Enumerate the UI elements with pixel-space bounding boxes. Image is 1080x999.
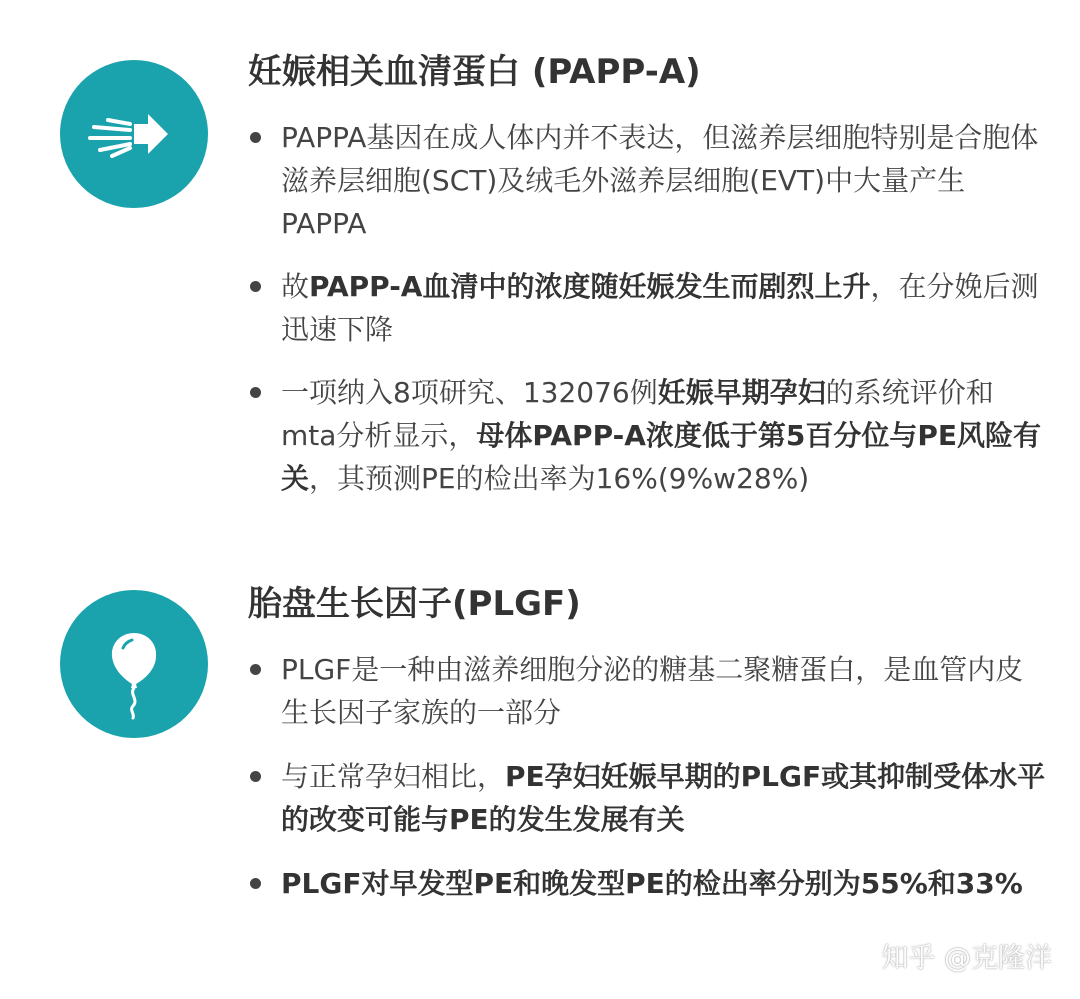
text-segment: 一项纳入8项研究、132076例 [281, 376, 658, 409]
text-segment: ，在分娩后测迅速下降 [281, 270, 1039, 346]
bullet-list [248, 116, 1048, 520]
watermark: 知乎 @克隆洋 [881, 943, 1052, 974]
bullet-item [248, 265, 1048, 351]
bold-text: PAPP-A血清中的浓度随妊娠发生而剧烈上升 [309, 270, 871, 303]
bold-text: 母体PAPP-A浓度低于第5百分位与PE风险有关 [281, 419, 1042, 495]
bullet-list [248, 648, 1048, 926]
text-segment: PAPPA基因在成人体内并不表达，但滋养层细胞特别是合胞体滋养层细胞(SCT)及绒毛外滋养层细胞(EVT)中大量产生PAPPA [281, 121, 1039, 240]
bold-text: PE孕妇妊娠早期的PLGF或其抑制受体水平的改变可能与PE的发生发展有关 [281, 760, 1046, 836]
bullet-item [248, 116, 1048, 245]
text-segment: ，其预测PE的检出率为16%(9%w28%) [309, 462, 810, 495]
bullet-item [248, 755, 1048, 841]
section-heading: 妊娠相关血清蛋白 (PAPP-A) [248, 52, 701, 92]
bullet-item [248, 371, 1048, 500]
section-heading: 胎盘生长因子(PLGF) [248, 584, 581, 624]
bullet-item [248, 862, 1048, 905]
balloon-icon [60, 590, 208, 738]
bold-text: PLGF对早发型PE和晚发型PE的检出率分别为55%和33% [281, 867, 1023, 900]
bold-text: 妊娠早期孕妇 [657, 376, 826, 409]
text-segment: 故 [281, 270, 310, 303]
text-segment: 与正常孕妇相比， [281, 760, 506, 793]
text-segment: 的系统评价和mta分析显示， [281, 376, 994, 452]
bullet-item [248, 648, 1048, 734]
text-segment: PLGF是一种由滋养细胞分泌的糖基二聚糖蛋白，是血管内皮生长因子家族的一部分 [281, 653, 1024, 729]
arrow-speed-icon [60, 60, 208, 208]
